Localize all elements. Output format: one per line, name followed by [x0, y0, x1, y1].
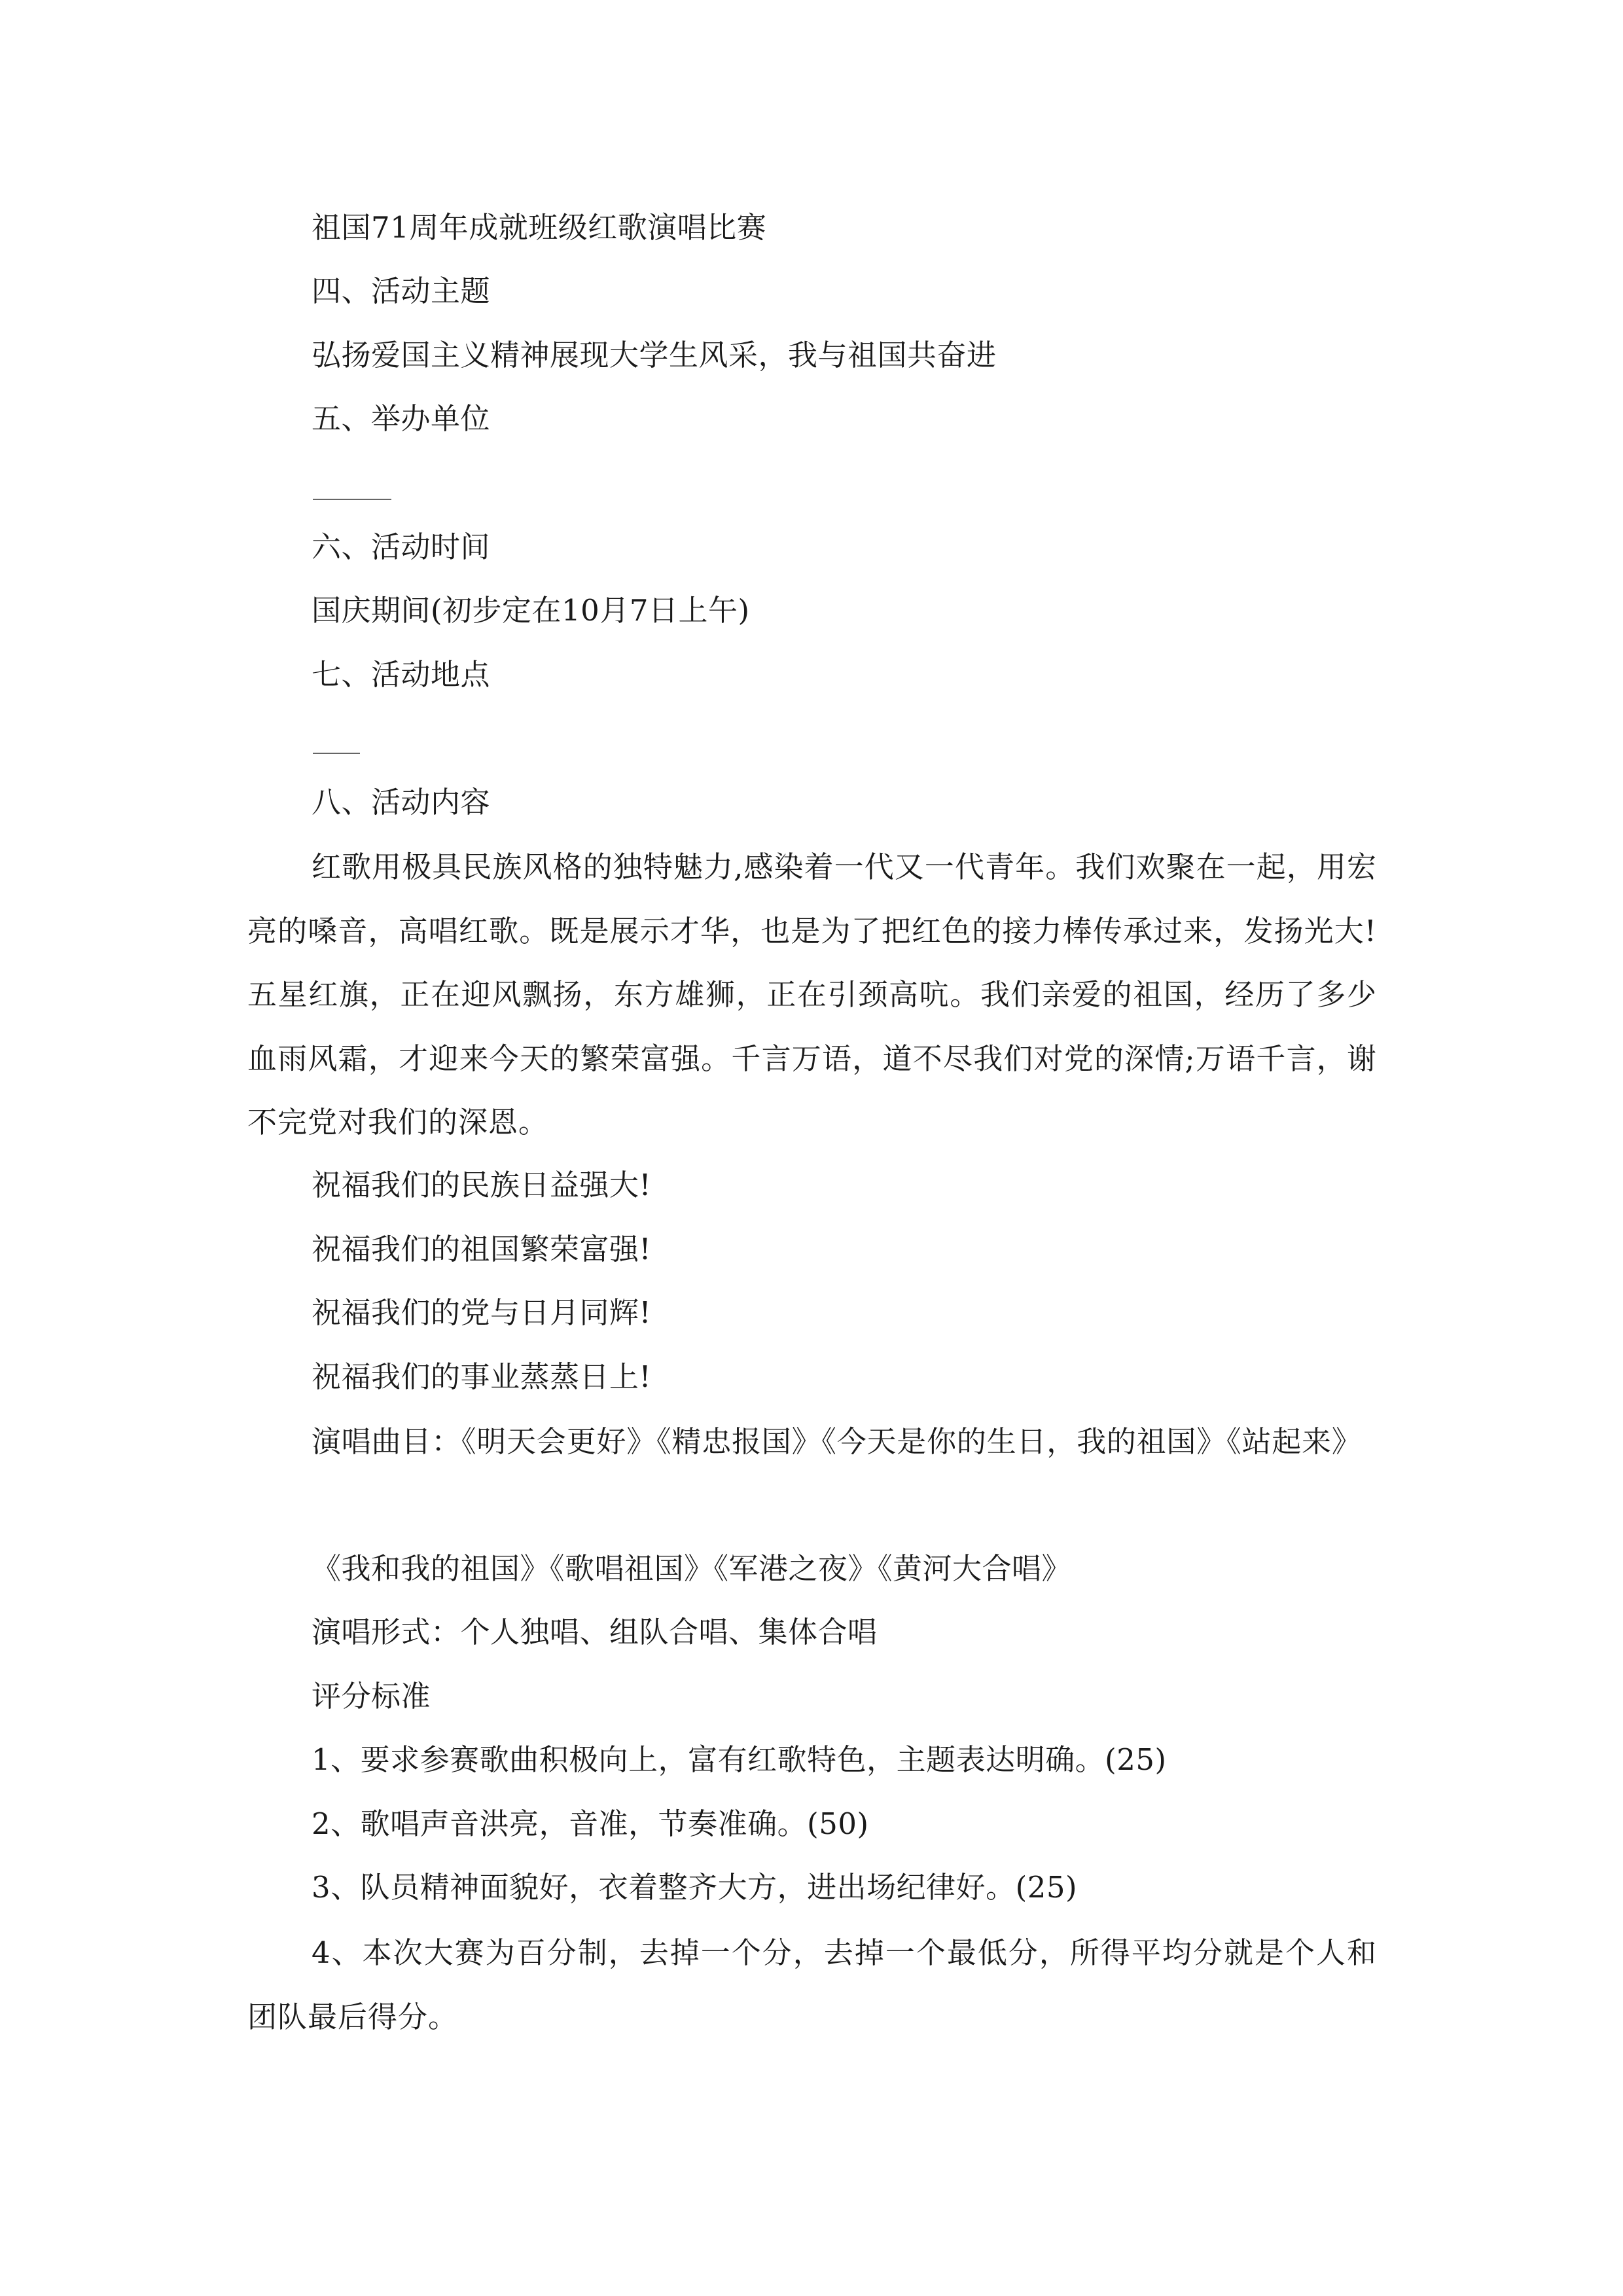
scoring-criteria-heading: 评分标准 [312, 1679, 431, 1713]
section-heading-organizer: 五、举办单位 [312, 401, 491, 436]
criterion-2: 2、歌唱声音洪亮，音准，节奏准确。(50) [312, 1806, 869, 1841]
song-list-paragraph: 演唱曲目：《明天会更好》《精忠报国》《今天是你的生日，我的祖国》《站起来》 [312, 1424, 1362, 1459]
venue-blank-line [313, 753, 360, 754]
content-paragraph: 红歌用极具民族风格的独特魅力,感染着一代又一代青年。我们欢聚在一起，用宏亮的嗓音，高唱红歌。既是展示才华，也是为了把红色的接力棒传承过来，发扬光大!五星红旗，正在迎风飘扬，东方雄狮，正在引颈高吭。我们亲爱的祖国，经历了多少血雨风霜，才迎来今天的繁荣富强。千言万语，道不尽我们对党的深情;万语千言，谢不完党对我们的深恩。 [247, 850, 1377, 1140]
performance-form-line: 演唱形式：个人独唱、组队合唱、集体合唱 [312, 1615, 878, 1649]
organizer-blank-line [313, 499, 391, 500]
wish-line-cause: 祝福我们的事业蒸蒸日上! [312, 1359, 652, 1394]
time-text: 国庆期间(初步定在10月7日上午) [312, 593, 750, 628]
criterion-1: 1、要求参赛歌曲积极向上，富有红歌特色，主题表达明确。(25) [312, 1742, 1167, 1777]
wish-line-nation: 祝福我们的民族日益强大! [312, 1168, 652, 1202]
criterion-4-paragraph: 4、本次大赛为百分制，去掉一个分，去掉一个最低分，所得平均分就是个人和团队最后得分。 [247, 1935, 1377, 2034]
theme-text: 弘扬爱国主义精神展现大学生风采，我与祖国共奋进 [312, 338, 997, 372]
competition-title-line: 祖国71周年成就班级红歌演唱比赛 [312, 210, 767, 245]
wish-line-party: 祝福我们的党与日月同辉! [312, 1295, 652, 1330]
song-list-continued: 《我和我的祖国》《歌唱祖国》《军港之夜》《黄河大合唱》 [312, 1551, 1072, 1586]
section-heading-time: 六、活动时间 [312, 529, 491, 564]
criterion-3: 3、队员精神面貌好，衣着整齐大方，进出场纪律好。(25) [312, 1870, 1078, 1905]
section-heading-content: 八、活动内容 [312, 785, 491, 819]
section-heading-venue: 七、活动地点 [312, 657, 491, 692]
wish-line-motherland: 祝福我们的祖国繁荣富强! [312, 1232, 652, 1266]
section-heading-theme: 四、活动主题 [312, 274, 491, 308]
